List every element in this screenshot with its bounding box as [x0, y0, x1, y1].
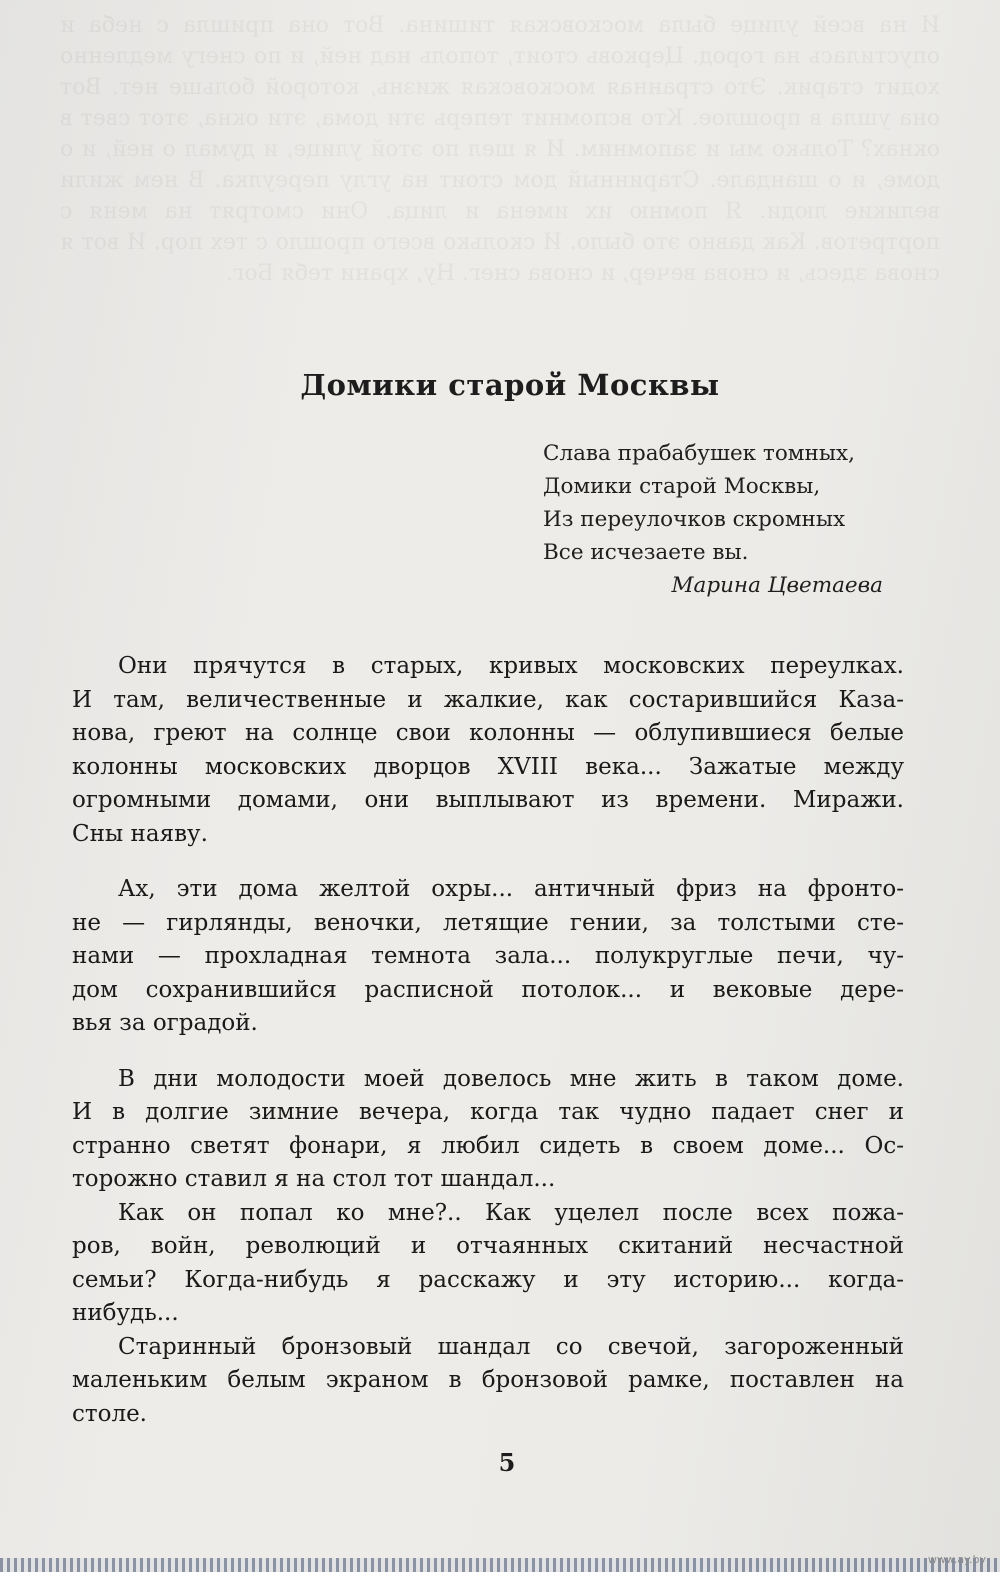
paragraph-3 — [72, 1063, 904, 1197]
text-line: Сны наяву. — [72, 820, 208, 847]
text-line: Они прячутся в старых, кривых московских переулках. — [118, 653, 904, 679]
text-line: не — гирлянды, веночки, летящие гении, за толстыми сте- — [72, 909, 904, 936]
chapter-title: Домики старой Москвы — [300, 368, 720, 402]
paragraph-gap — [72, 1041, 904, 1063]
text-line: торожно ставил я на стол тот шандал... — [72, 1166, 556, 1192]
text-line: дом сохранившийся расписной потолок... и вековые дере- — [72, 976, 904, 1003]
epigraph-line: Из переулочков скромных — [543, 507, 846, 532]
epigraph-line: Все исчезаете вы. — [543, 540, 749, 565]
watermark: www.ay.by — [927, 1553, 986, 1566]
body-text — [72, 650, 904, 1431]
epigraph-line: Домики старой Москвы, — [543, 474, 821, 499]
epigraph — [543, 437, 903, 602]
bleed-through-text: И на всей улице была московская тишина. Вот она пришла с неба и опустилась на город. Церковь стоит, тополь над ней, и по снегу медленно ходит старик. Это странная московская жизнь, которой больше нет. Вот она ушла в прошлое. Кто вспомнит теперь эти дома, эти окна, этот свет в окнах? Только мы и запомним. И я шел по этой улице, и думал о ней, и о доме, и о шандале. Старинный дом стоит на углу переулка. В нем жили великие люди. Я помню их имена и лица. Они смотрят на меня с портретов. Как давно это было. И сколько всего прошло с тех пор. И вот я снова здесь, и снова вечер, и снова снег. Ну, храни тебя Бог. — [60, 13, 940, 286]
paragraph-1 — [72, 650, 904, 851]
text-line: нибудь... — [72, 1300, 179, 1326]
text-line: семьи? Когда-нибудь я расскажу и эту историю... когда- — [72, 1266, 904, 1293]
page-number: 5 — [498, 1448, 516, 1477]
text-line: нова, греют на солнце свои колонны — облупившиеся белые — [72, 720, 904, 746]
epigraph-author: Марина Цветаева — [671, 573, 883, 598]
text-line: маленьким белым экраном в бронзовой рамке, поставлен на — [72, 1367, 904, 1393]
text-line: Старинный бронзовый шандал со свечой, загороженный — [118, 1333, 904, 1360]
page-edge-pattern — [0, 1558, 1000, 1572]
epigraph-line: Слава прабабушек томных, — [543, 441, 855, 466]
text-line: столе. — [72, 1400, 147, 1427]
text-line: колонны московских дворцов XVIII века... Зажатые между — [72, 753, 904, 780]
paragraph-5 — [72, 1331, 904, 1432]
text-line: нами — прохладная темнота зала... полукруглые печи, чу- — [72, 943, 904, 969]
paragraph-gap — [72, 851, 904, 873]
text-line: вья за оградой. — [72, 1010, 258, 1036]
text-line: И в долгие зимние вечера, когда так чудно падает снег и — [72, 1099, 904, 1125]
text-line: странно светят фонари, я любил сидеть в своем доме... Ос- — [72, 1132, 904, 1159]
text-line: огромными домами, они выплывают из времени. Миражи. — [72, 787, 904, 813]
text-line: И там, величественные и жалкие, как состарившийся Каза- — [72, 686, 904, 713]
text-line: В дни молодости моей довелось мне жить в таком доме. — [118, 1065, 904, 1092]
paragraph-2 — [72, 873, 904, 1041]
text-line: Как он попал ко мне?.. Как уцелел после всех пожа- — [118, 1199, 904, 1226]
text-line: ров, войн, революций и отчаянных скитаний несчастной — [72, 1233, 904, 1259]
text-line: Ах, эти дома желтой охры... античный фриз на фронто- — [118, 876, 904, 902]
paragraph-4 — [72, 1197, 904, 1331]
